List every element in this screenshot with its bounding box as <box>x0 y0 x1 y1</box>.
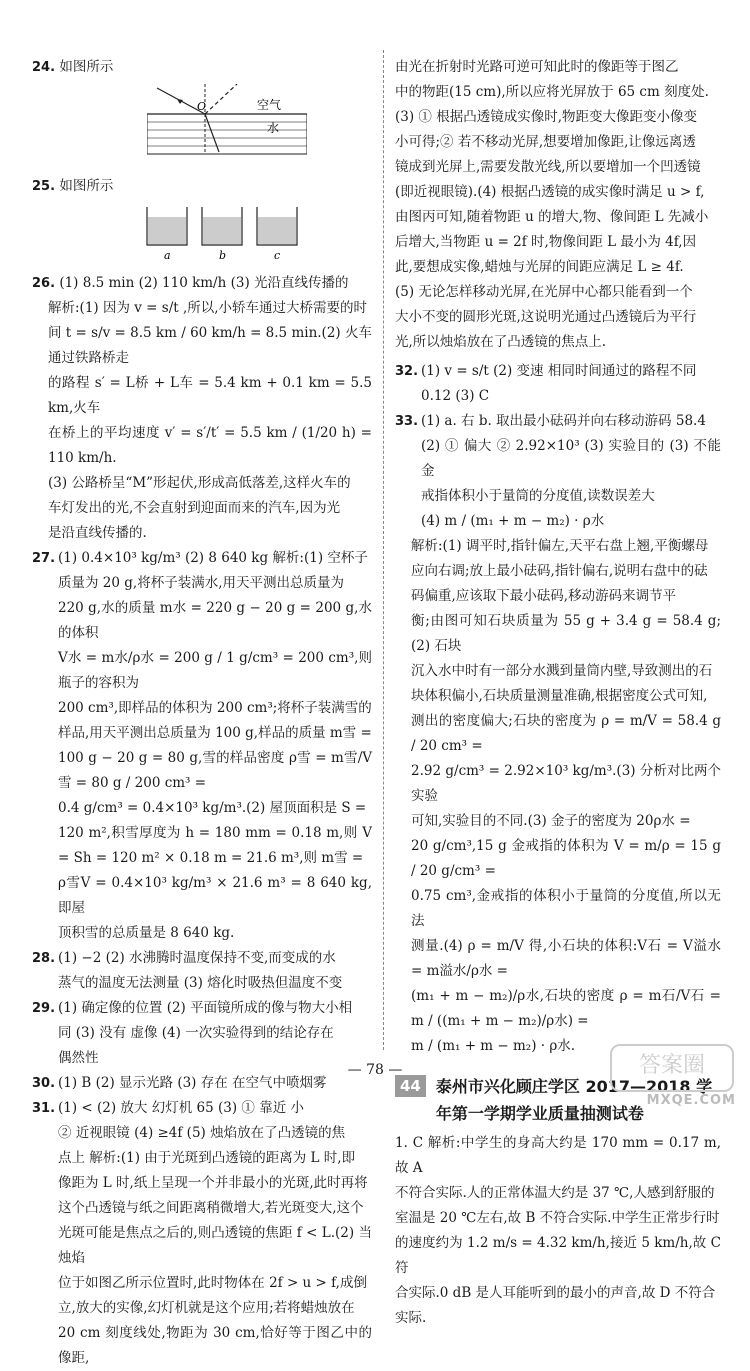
question-26 <box>32 271 372 296</box>
text-line: 合实际.0 dB 是人耳能听到的最小的声音,故 D 不符合 <box>395 1285 716 1301</box>
text-line: 2.92 g/cm³ = 2.92×10³ kg/m³.(3) 分析对比两个实验 <box>411 763 721 804</box>
containers-figure <box>142 203 372 265</box>
container-label-c: c <box>274 249 281 261</box>
question-number: 31. <box>32 1101 56 1116</box>
text-line: 大小不变的圆形光斑,这说明光通过凸透镜后为平行 <box>395 309 697 325</box>
watermark-text: MXQE.COM <box>646 1093 736 1108</box>
question-25 <box>32 174 372 199</box>
text-line: 20 g/cm³,15 g 金戒指的体积为 V = m/ρ = 15 g / 20 g/cm³ = <box>411 838 721 879</box>
text-line: 实际. <box>395 1310 427 1326</box>
text-line: 20 cm 刻度线处,物距为 30 cm,恰好等于图乙中的像距, <box>58 1325 372 1366</box>
text-line: V水 = m水/ρ水 = 200 g / 1 g/cm³ = 200 cm³,则瓶子的容积为 <box>58 650 372 691</box>
origin-label: O <box>197 100 207 113</box>
text-line: (1) < (2) 放大 幻灯机 65 (3) ① 靠近 小 <box>58 1100 304 1116</box>
question-text: 如图所示 <box>59 59 114 75</box>
text-line: 此,要想成实像,蜡烛与光屏的间距应满足 L ≥ 4f. <box>395 259 684 275</box>
text-line: 200 cm³,即样品的体积为 200 cm³;将杯子装满雪的 <box>58 700 372 716</box>
containers-diagram <box>142 203 312 261</box>
text-line: (1) 0.4×10³ kg/m³ (2) 8 640 kg 解析:(1) 空杯子 <box>58 550 368 566</box>
question-number: 30. <box>32 1076 56 1091</box>
text-line: 蒸气的温度无法测量 (3) 熔化时吸热但温度不变 <box>58 975 343 991</box>
text-line: 戒指体积小于量筒的分度值,读数误差大 <box>421 488 655 504</box>
question-28 <box>32 946 372 996</box>
container-label-b: b <box>219 249 227 261</box>
text-line: 220 g,水的质量 m水 = 220 g − 20 g = 200 g,水的体积 <box>58 600 372 641</box>
text-line: (1) a. 右 b. 取出最小砝码并向右移动游码 58.4 <box>421 413 706 429</box>
text-line: 测出的密度偏大;石块的密度为 ρ = m/V = 58.4 g / 20 cm³ = <box>411 713 721 754</box>
text-line: 0.4 g/cm³ = 0.4×10³ kg/m³.(2) 屋顶面积是 S = <box>58 800 367 816</box>
question-27 <box>32 546 372 946</box>
text-line: 应向右调;放上最小砝码,指针偏右,说明右盘中的砝 <box>411 563 708 579</box>
text-line: (1) −2 (2) 水沸腾时温度保持不变,而变成的水 <box>58 950 336 966</box>
text-line: 间 t = s/v = 8.5 km / 60 km/h = 8.5 min.(2) 火车通过铁路桥走 <box>48 325 372 366</box>
text-line: 解析:(1) 因为 v = s/t ,所以,小轿车通过大桥需要的时 <box>48 300 368 316</box>
text-line: (1) v = s/t (2) 变速 相同时间通过的路程不同 <box>421 363 697 379</box>
section-number-badge: 44 <box>395 1075 426 1097</box>
question-32 <box>395 359 721 409</box>
question-answer: (1) 8.5 min (2) 110 km/h (3) 光沿直线传播的 <box>59 275 349 291</box>
text-line: 0.12 (3) C <box>421 388 490 404</box>
question-number: 27. <box>32 551 56 566</box>
text-line: 120 m²,积雪厚度为 h = 180 mm = 0.18 m,则 V = Sh = 120 m² × 0.18 m = 21.6 m³,则 m雪 = <box>58 825 372 866</box>
text-line: 中的物距(15 cm),所以应将光屏放于 65 cm 刻度处. <box>395 84 709 100</box>
text-line: 立,放大的实像,幻灯机就是这个应用;若将蜡烛放在 <box>58 1300 355 1316</box>
text-line: 100 g − 20 g = 80 g,雪的样品密度 ρ雪 = m雪/V雪 = 80 g / 200 cm³ = <box>58 750 372 791</box>
question-26-explanation <box>32 296 372 546</box>
water-label: 水 <box>267 121 280 135</box>
text-line: ② 近视眼镜 (4) ≥4f (5) 烛焰放在了凸透镜的焦 <box>58 1125 346 1141</box>
watermark-logo: 答案圈 <box>610 1044 734 1092</box>
question-number: 29. <box>32 1001 56 1016</box>
question-number: 32. <box>395 364 419 379</box>
text-line: (3) 公路桥呈“M”形起伏,形成高低落差,这样火车的 <box>48 475 351 491</box>
text-line: 的速度约为 1.2 m/s = 4.32 km/h,接近 5 km/h,故 C 符 <box>395 1235 721 1276</box>
right-column <box>395 55 721 1331</box>
text-line: 由光在折射时光路可逆可知此时的像距等于图乙 <box>395 59 679 75</box>
text-line: 这个凸透镜与纸之间距离稍微增大,若光斑变大,这个 <box>58 1200 364 1216</box>
section-title-line: 年第一学期学业质量抽测试卷 <box>435 1104 644 1123</box>
text-line: 质量为 20 g,将杯子装满水,用天平测出总质量为 <box>58 575 344 591</box>
text-line: 后增大,当物距 u = 2f 时,物像间距 L 最小为 4f,因 <box>395 234 697 250</box>
question-number: 33. <box>395 414 419 429</box>
question-number: 28. <box>32 951 56 966</box>
text-line: 的路程 s′ = L桥 + L车 = 5.4 km + 0.1 km = 5.5 km,火车 <box>48 375 372 416</box>
text-line: 车灯发出的光,不会直射到迎面而来的汽车,因为光 <box>48 500 341 516</box>
text-line: (2) ① 偏大 ② 2.92×10³ (3) 实验目的 (3) 不能 金 <box>421 438 721 479</box>
text-line: 光斑可能是焦点之后的,则凸透镜的焦距 f < L.(2) 当烛焰 <box>58 1225 372 1266</box>
question-33 <box>395 409 721 1059</box>
question-text: 如图所示 <box>59 178 114 194</box>
question-29 <box>32 996 372 1071</box>
text-line: 块体积偏小,石块质量测量准确,根据密度公式可知, <box>411 688 708 704</box>
text-line: 室温是 20 ℃左右,故 B 不符合实际.中学生正常步行时 <box>395 1210 720 1226</box>
text-line: 可知,实验目的不同.(3) 金子的密度为 20ρ水 = <box>411 813 691 829</box>
text-line: 镜成到光屏上,需要发散光线,所以要增加一个凹透镜 <box>395 159 701 175</box>
text-line: 样品,用天平测出总质量为 100 g,样品的质量 m雪 = <box>58 725 372 741</box>
text-line: 顶积雪的总质量是 8 640 kg. <box>58 925 235 941</box>
text-line: m / (m₁ + m − m₂) · ρ水. <box>411 1038 576 1054</box>
text-line: (1) 确定像的位置 (2) 平面镜所成的像与物大小相 <box>58 1000 353 1016</box>
text-line: 1. C 解析:中学生的身高大约是 170 mm = 0.17 m,故 A <box>395 1135 721 1176</box>
text-line: 0.75 cm³,金戒指的体积小于量筒的分度值,所以无法 <box>411 888 721 929</box>
text-line: 沉入水中时有一部分水溅到量筒内壁,导致测出的石 <box>411 663 713 679</box>
text-line: (1) B (2) 显示光路 (3) 存在 在空气中喷烟雾 <box>58 1075 327 1091</box>
text-line: (m₁ + m − m₂)/ρ水,石块的密度 ρ = m石/V石 = m / ((m₁ + m − m₂)/ρ水) = <box>411 988 721 1029</box>
left-column <box>32 55 372 1371</box>
text-line: 偶然性 <box>58 1050 99 1066</box>
question-number: 25. <box>32 179 56 194</box>
text-line: 解析:(1) 调平时,指针偏左,天平右盘上翘,平衡螺母 <box>411 538 709 554</box>
text-line: 光,所以烛焰放在了凸透镜的焦点上. <box>395 334 607 350</box>
refraction-figure <box>147 84 372 168</box>
text-line: 位于如图乙所示位置时,此时物体在 2f > u > f,成倒 <box>58 1275 367 1291</box>
text-line: 在桥上的平均速度 v′ = s′/t′ = 5.5 km / (1/20 h) = 110 km/h. <box>48 425 372 466</box>
text-line: (4) m / (m₁ + m − m₂) · ρ水 <box>421 513 605 529</box>
text-line: 衡;由图可知石块质量为 55 g + 3.4 g = 58.4 g;(2) 石块 <box>411 613 721 654</box>
text-line: 由图丙可知,随着物距 u 的增大,物、像间距 L 先减小 <box>395 209 709 225</box>
question-31-continued <box>395 55 721 355</box>
text-line: 测量.(4) ρ = m/V 得,小石块的体积:V石 = V溢水 = m溢水/ρ水 = <box>411 938 721 979</box>
question-number: 24. <box>32 60 56 75</box>
question-1 <box>395 1131 721 1331</box>
column-divider <box>383 50 384 1050</box>
text-line: 码偏重,应该取下最小砝码,移动游码来调节平 <box>411 588 677 604</box>
text-line: (5) 无论怎样移动光屏,在光屏中心都只能看到一个 <box>395 284 693 300</box>
question-number: 26. <box>32 276 56 291</box>
section-title-line: 泰州市兴化顾庄学区 2017—2018 学 <box>435 1077 713 1096</box>
page-number: — 78 — <box>347 1062 403 1078</box>
text-line: (即近视眼镜).(4) 根据凸透镜的成实像时满足 u > f, <box>395 184 705 200</box>
text-line: 是沿直线传播的. <box>48 525 147 541</box>
refraction-diagram <box>147 84 307 164</box>
text-line: ρ雪V = 0.4×10³ kg/m³ × 21.6 m³ = 8 640 kg,即屋 <box>58 875 372 916</box>
text-line: 同 (3) 没有 虚像 (4) 一次实验得到的结论存在 <box>58 1025 334 1041</box>
text-line: (3) ① 根据凸透镜成实像时,物距变大像距变小像变 <box>395 109 697 125</box>
air-label: 空气 <box>257 98 282 112</box>
question-24 <box>32 55 372 80</box>
container-label-a: a <box>164 249 171 261</box>
text-line: 像距为 L 时,纸上呈现一个并非最小的光斑,此时再将 <box>58 1175 368 1191</box>
text-line: 点上 解析:(1) 由于光斑到凸透镜的距离为 L 时,即 <box>58 1150 356 1166</box>
question-31 <box>32 1096 372 1371</box>
text-line: 小可得;② 若不移动光屏,想要增加像距,让像远离透 <box>395 134 696 150</box>
text-line: 不符合实际.人的正常体温大约是 37 ℃,人感到舒服的 <box>395 1185 715 1201</box>
